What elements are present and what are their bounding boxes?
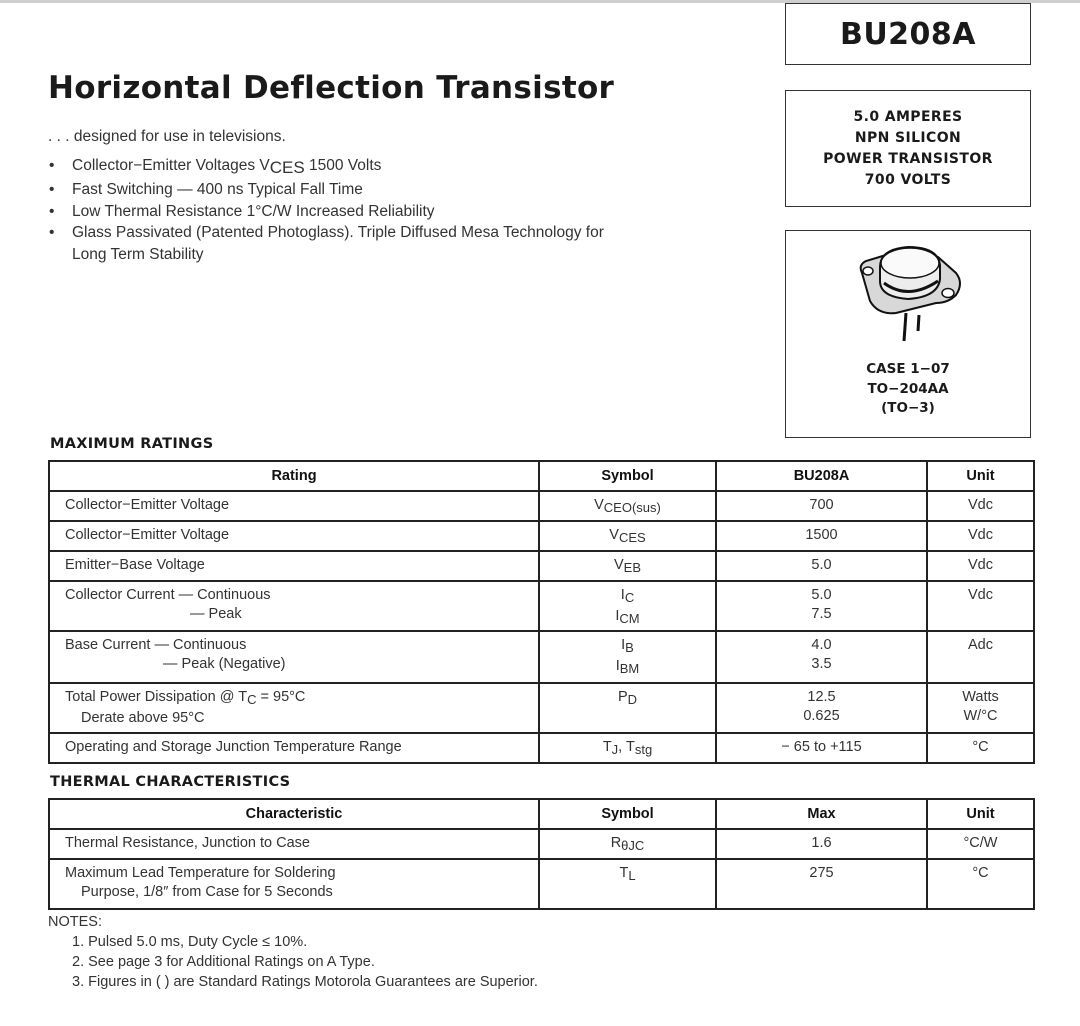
case-line: CASE 1−07 — [866, 361, 950, 377]
column-header: Max — [716, 799, 927, 829]
feature-item: • Glass Passivated (Patented Photoglass). Triple Diffused Mesa Technology for Long Term Stability — [48, 222, 708, 266]
column-header: Rating — [49, 461, 539, 491]
to3-package-icon — [856, 243, 968, 343]
summary-box — [785, 90, 1031, 207]
table-row: Total Power Dissipation @ TC = 95°C Derate above 95°C PD 12.5 0.625 Watts W/°C — [49, 683, 1034, 733]
case-box — [785, 230, 1031, 438]
table-header-row — [49, 799, 1034, 829]
table-row: Thermal Resistance, Junction to Case RθJC 1.6 °C/W — [49, 829, 1034, 859]
thermal-title: THERMAL CHARACTERISTICS — [50, 774, 291, 790]
case-label — [786, 360, 1030, 419]
notes-heading: NOTES: — [48, 914, 102, 930]
summary-line: 700 VOLTS — [864, 171, 952, 188]
summary-line: 5.0 AMPERES — [853, 108, 963, 125]
summary-line: POWER TRANSISTOR — [823, 150, 993, 167]
table-row: Collector−Emitter Voltage VCES 1500 Vdc — [49, 521, 1034, 551]
max-ratings-table — [48, 460, 1035, 764]
page-title: Horizontal Deflection Transistor — [48, 70, 615, 106]
feature-item: • Collector−Emitter Voltages $V_{CES}$ 1500 Volts — [48, 155, 708, 179]
feature-item: • Low Thermal Resistance 1°C/W Increased Reliability — [48, 201, 708, 223]
notes — [48, 913, 538, 992]
part-number: BU208A — [839, 16, 977, 52]
thermal-table — [48, 798, 1035, 910]
note-item: 3. Figures in ( ) are Standard Ratings Motorola Guarantees are Superior. — [72, 974, 538, 990]
part-number-box — [785, 3, 1031, 65]
note-item: 1. Pulsed 5.0 ms, Duty Cycle ≤ 10%. — [72, 934, 308, 950]
table-row: Maximum Lead Temperature for Soldering Purpose, 1/8″ from Case for 5 Seconds TL 275 °C — [49, 859, 1034, 909]
column-header: BU208A — [716, 461, 927, 491]
table-header-row — [49, 461, 1034, 491]
feature-item: • Fast Switching — 400 ns Typical Fall Time — [48, 179, 708, 201]
table-row: Collector Current — Continuous — Peak IC ICM 5.0 7.5 Vdc — [49, 581, 1034, 631]
column-header: Unit — [927, 799, 1034, 829]
table-row: Emitter−Base Voltage VEB 5.0 Vdc — [49, 551, 1034, 581]
case-line: TO−204AA — [867, 380, 949, 397]
table-row: Base Current — Continuous — Peak (Negative) IB IBM 4.0 3.5 Adc — [49, 631, 1034, 683]
summary-line: NPN SILICON — [854, 129, 962, 146]
case-line: (TO−3) — [881, 400, 935, 416]
note-item: 2. See page 3 for Additional Ratings on A Type. — [72, 954, 375, 970]
feature-list — [48, 155, 708, 266]
table-row: Operating and Storage Junction Temperature Range TJ, Tstg − 65 to +115 °C — [49, 733, 1034, 763]
column-header: Symbol — [539, 461, 716, 491]
intro-text: . . . designed for use in televisions. — [48, 128, 286, 145]
column-header: Characteristic — [49, 799, 539, 829]
max-ratings-title: MAXIMUM RATINGS — [50, 436, 214, 452]
column-header: Unit — [927, 461, 1034, 491]
table-row: Collector−Emitter Voltage VCEO(sus) 700 Vdc — [49, 491, 1034, 521]
column-header: Symbol — [539, 799, 716, 829]
